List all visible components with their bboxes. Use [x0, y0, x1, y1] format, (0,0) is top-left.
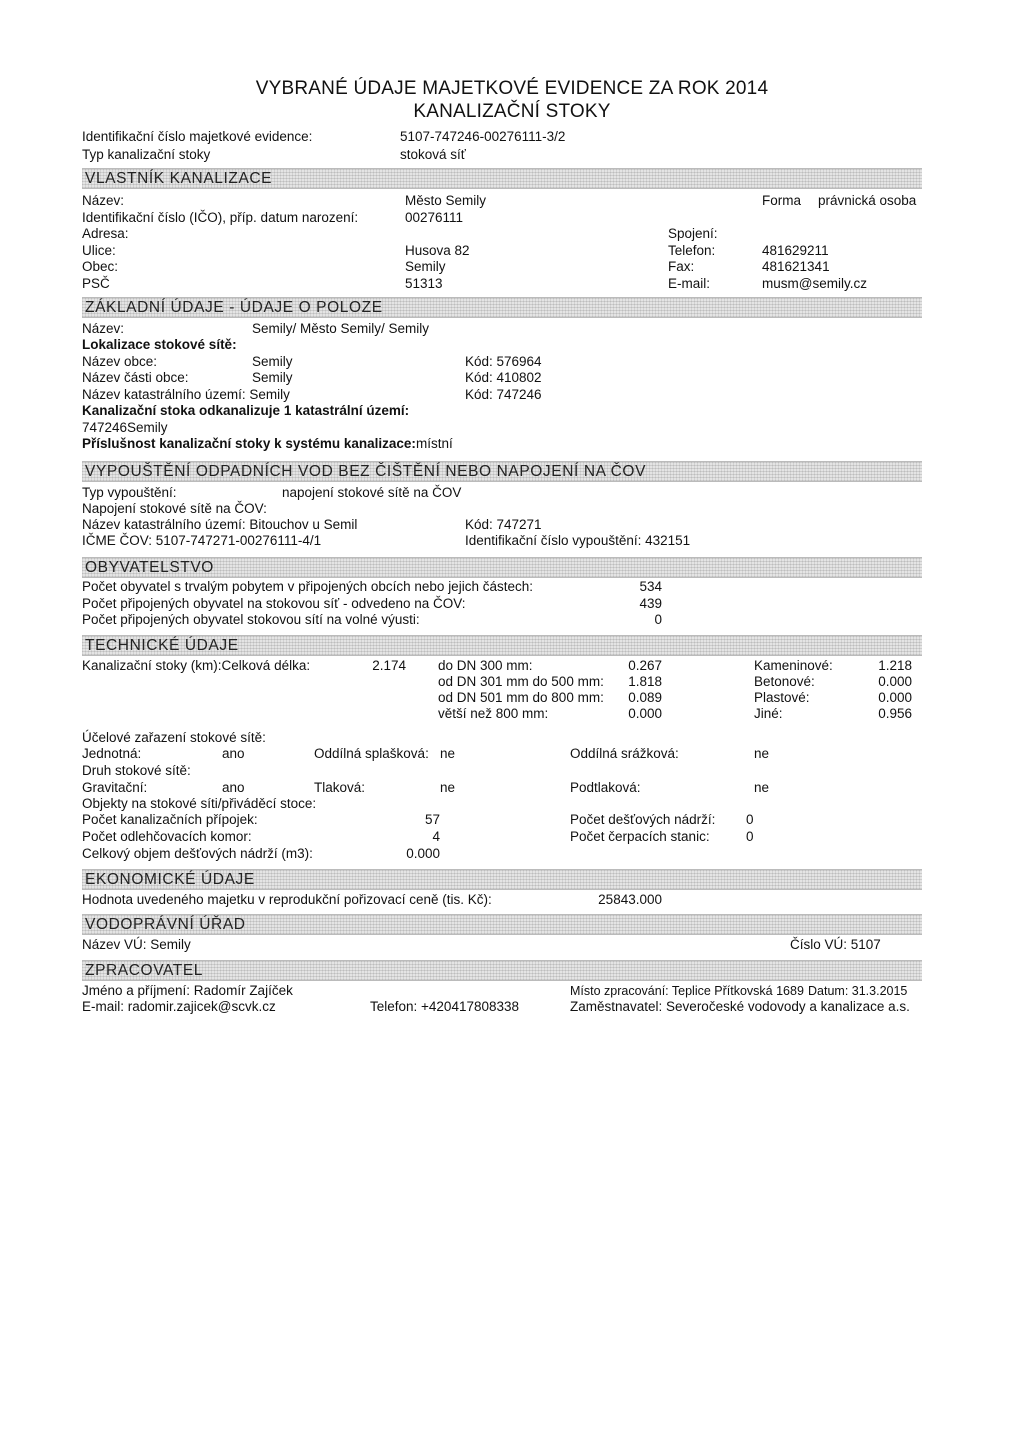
owner-email-value: musm@semily.cz: [762, 276, 867, 291]
document-title: VYBRANÉ ÚDAJE MAJETKOVÉ EVIDENCE ZA ROK 2014: [255, 78, 769, 99]
discharge-icme: IČME ČOV: 5107-747271-00276111-4/1: [82, 533, 322, 548]
basic-name-label: Název:: [82, 321, 125, 336]
basic-drain-label: Kanalizační stoka odkanalizuje 1 katastrální území:: [82, 403, 410, 418]
tech-dn-label: do DN 300 mm:: [438, 658, 533, 673]
section-basic-title: ZÁKLADNÍ ÚDAJE - ÚDAJE O POLOZE: [85, 299, 383, 316]
id-label: Identifikační číslo majetkové evidence:: [82, 129, 313, 144]
tech-length-value: 2.174: [372, 658, 406, 673]
processing-name: Jméno a příjmení: Radomír Zajíček: [82, 983, 293, 998]
section-basic-header: [82, 297, 922, 318]
basic-obec-label: Název obce:: [82, 354, 158, 369]
basic-cast-code: Kód: 410802: [465, 370, 542, 385]
basic-loc-label: Lokalizace stokové sítě:: [82, 337, 237, 352]
owner-address-label: Adresa:: [82, 226, 129, 241]
section-population-title: OBYVATELSTVO: [85, 559, 214, 576]
tech-dn-label: od DN 301 mm do 500 mm:: [438, 674, 604, 689]
section-owner-title: VLASTNÍK KANALIZACE: [85, 170, 273, 187]
basic-system-label: Příslušnost kanalizační stoky k systému kanalizace:: [82, 436, 416, 451]
discharge-type-label: Typ vypouštění:: [82, 485, 177, 500]
owner-form-label: Forma: [762, 193, 802, 208]
processing-place: Místo zpracování: Teplice Přítkovská 1689: [570, 984, 804, 998]
tech-material-value: 0.000: [878, 674, 912, 689]
tech-dn-value: 0.089: [628, 690, 662, 705]
tech-druh-label: Druh stokové sítě:: [82, 763, 191, 778]
discharge-conn-label: Napojení stokové sítě na ČOV:: [82, 501, 267, 516]
owner-form-value: právnická osoba: [818, 193, 917, 208]
population-row-label: Počet připojených obyvatel stokovou sítí na volné výusti:: [82, 612, 420, 627]
population-row-value: 0: [654, 612, 662, 627]
basic-system-value: místní: [416, 436, 453, 451]
tech-objem-label: Celkový objem dešťových nádrží (m3):: [82, 846, 313, 861]
tech-splaskova-label: Oddílná splašková:: [314, 746, 429, 761]
basic-drain-value: 747246Semily: [82, 420, 168, 435]
economic-value: 25843.000: [598, 892, 662, 907]
tech-material-label: Betonové:: [754, 674, 815, 689]
document-subtitle: KANALIZAČNÍ STOKY: [413, 101, 611, 122]
discharge-kat-label: Název katastrálního území: Bitouchov u Semil: [82, 517, 358, 532]
owner-name-label: Název:: [82, 193, 125, 208]
tech-jednotna-label: Jednotná:: [82, 746, 142, 761]
section-owner-header: [82, 168, 922, 189]
tech-length-label: Kanalizační stoky (km):Celková délka:: [82, 658, 311, 673]
discharge-id: Identifikační číslo vypouštění: 432151: [465, 533, 691, 548]
section-discharge-header: [82, 461, 922, 482]
owner-street-value: Husova 82: [405, 243, 470, 258]
tech-nadrzi-value: 0: [746, 812, 754, 827]
tech-objem-value: 0.000: [406, 846, 440, 861]
population-row-label: Počet obyvatel s trvalým pobytem v připojených obcích nebo jejich částech:: [82, 579, 533, 594]
processing-date: Datum: 31.3.2015: [808, 984, 908, 998]
tech-komor-value: 4: [432, 829, 440, 844]
tech-tlak-value: ne: [440, 780, 456, 795]
owner-zip-label: PSČ: [82, 276, 110, 291]
population-row-value: 439: [639, 596, 662, 611]
tech-dn-value: 1.818: [628, 674, 662, 689]
tech-stanic-label: Počet čerpacích stanic:: [570, 829, 710, 844]
type-value: stoková síť: [400, 147, 466, 162]
processing-phone: Telefon: +420417808338: [370, 999, 520, 1014]
owner-fax-value: 481621341: [762, 259, 830, 274]
owner-phone-label: Telefon:: [668, 243, 716, 258]
owner-email-label: E-mail:: [668, 276, 711, 291]
discharge-kat-code: Kód: 747271: [465, 517, 542, 532]
tech-material-label: Plastové:: [754, 690, 810, 705]
owner-contact-label: Spojení:: [668, 226, 718, 241]
owner-ico-value: 00276111: [405, 210, 464, 225]
tech-srazkova-value: ne: [754, 746, 770, 761]
tech-grav-label: Gravitační:: [82, 780, 148, 795]
basic-cast-value: Semily: [252, 370, 293, 385]
tech-dn-value: 0.000: [628, 706, 662, 721]
tech-splaskova-value: ne: [440, 746, 456, 761]
tech-dn-value: 0.267: [628, 658, 662, 673]
owner-phone-value: 481629211: [762, 243, 829, 258]
tech-material-label: Kameninové:: [754, 658, 833, 673]
owner-city-label: Obec:: [82, 259, 119, 274]
owner-city-value: Semily: [405, 259, 446, 274]
discharge-type-value: napojení stokové sítě na ČOV: [282, 485, 462, 500]
tech-material-label: Jiné:: [754, 706, 783, 721]
tech-komor-label: Počet odlehčovacích komor:: [82, 829, 252, 844]
tech-podtlak-label: Podtlaková:: [570, 780, 641, 795]
population-row-value: 534: [639, 579, 662, 594]
section-authority-header: [82, 914, 922, 935]
section-economic-header: [82, 869, 922, 890]
basic-obec-code: Kód: 576964: [465, 354, 542, 369]
section-technical-header: [82, 635, 922, 656]
tech-dn-label: od DN 501 mm do 800 mm:: [438, 690, 604, 705]
economic-label: Hodnota uvedeného majetku v reprodukční pořizovací ceně (tis. Kč):: [82, 892, 492, 907]
tech-srazkova-label: Oddílná srážková:: [570, 746, 679, 761]
section-processing-header: [82, 960, 922, 981]
tech-pripojek-value: 57: [424, 812, 440, 827]
tech-purpose-label: Účelové zařazení stokové sítě:: [82, 730, 266, 745]
tech-objects-label: Objekty na stokové síti/přiváděcí stoce:: [82, 796, 317, 811]
tech-material-value: 1.218: [878, 658, 912, 673]
tech-tlak-label: Tlaková:: [314, 780, 366, 795]
tech-podtlak-value: ne: [754, 780, 770, 795]
section-processing-title: ZPRACOVATEL: [85, 962, 203, 979]
authority-number: Číslo VÚ: 5107: [790, 937, 881, 952]
basic-cast-label: Název části obce:: [82, 370, 189, 385]
basic-kat-code: Kód: 747246: [465, 387, 542, 402]
section-population-header: [82, 557, 922, 578]
tech-stanic-value: 0: [746, 829, 754, 844]
processing-employer: Zaměstnavatel: Severočeské vodovody a kanalizace a.s.: [570, 999, 910, 1014]
owner-zip-value: 51313: [405, 276, 443, 291]
section-authority-title: VODOPRÁVNÍ ÚŘAD: [85, 916, 246, 933]
authority-name: Název VÚ: Semily: [82, 937, 191, 952]
section-economic-title: EKONOMICKÉ ÚDAJE: [85, 871, 255, 888]
basic-name-value: Semily/ Město Semily/ Semily: [252, 321, 430, 336]
tech-dn-label: větší než 800 mm:: [438, 706, 549, 721]
tech-jednotna-value: ano: [222, 746, 245, 761]
section-discharge-title: VYPOUŠTĚNÍ ODPADNÍCH VOD BEZ ČIŠTĚNÍ NEBO NAPOJENÍ NA ČOV: [85, 463, 647, 480]
type-label: Typ kanalizační stoky: [82, 147, 211, 162]
owner-name-value: Město Semily: [405, 193, 487, 208]
section-technical-title: TECHNICKÉ ÚDAJE: [85, 637, 239, 654]
processing-email: E-mail: radomir.zajicek@scvk.cz: [82, 999, 276, 1014]
tech-material-value: 0.956: [878, 706, 912, 721]
tech-grav-value: ano: [222, 780, 245, 795]
id-value: 5107-747246-00276111-3/2: [400, 129, 566, 144]
basic-obec-value: Semily: [252, 354, 293, 369]
population-row-label: Počet připojených obyvatel na stokovou síť - odvedeno na ČOV:: [82, 596, 466, 611]
owner-fax-label: Fax:: [668, 259, 695, 274]
tech-pripojek-label: Počet kanalizačních přípojek:: [82, 812, 258, 827]
owner-street-label: Ulice:: [82, 243, 116, 258]
basic-kat-label: Název katastrálního území: Semily: [82, 387, 290, 402]
tech-nadrzi-label: Počet dešťových nádrží:: [570, 812, 716, 827]
owner-ico-label: Identifikační číslo (IČO), příp. datum narození:: [82, 210, 359, 225]
tech-material-value: 0.000: [878, 690, 912, 705]
